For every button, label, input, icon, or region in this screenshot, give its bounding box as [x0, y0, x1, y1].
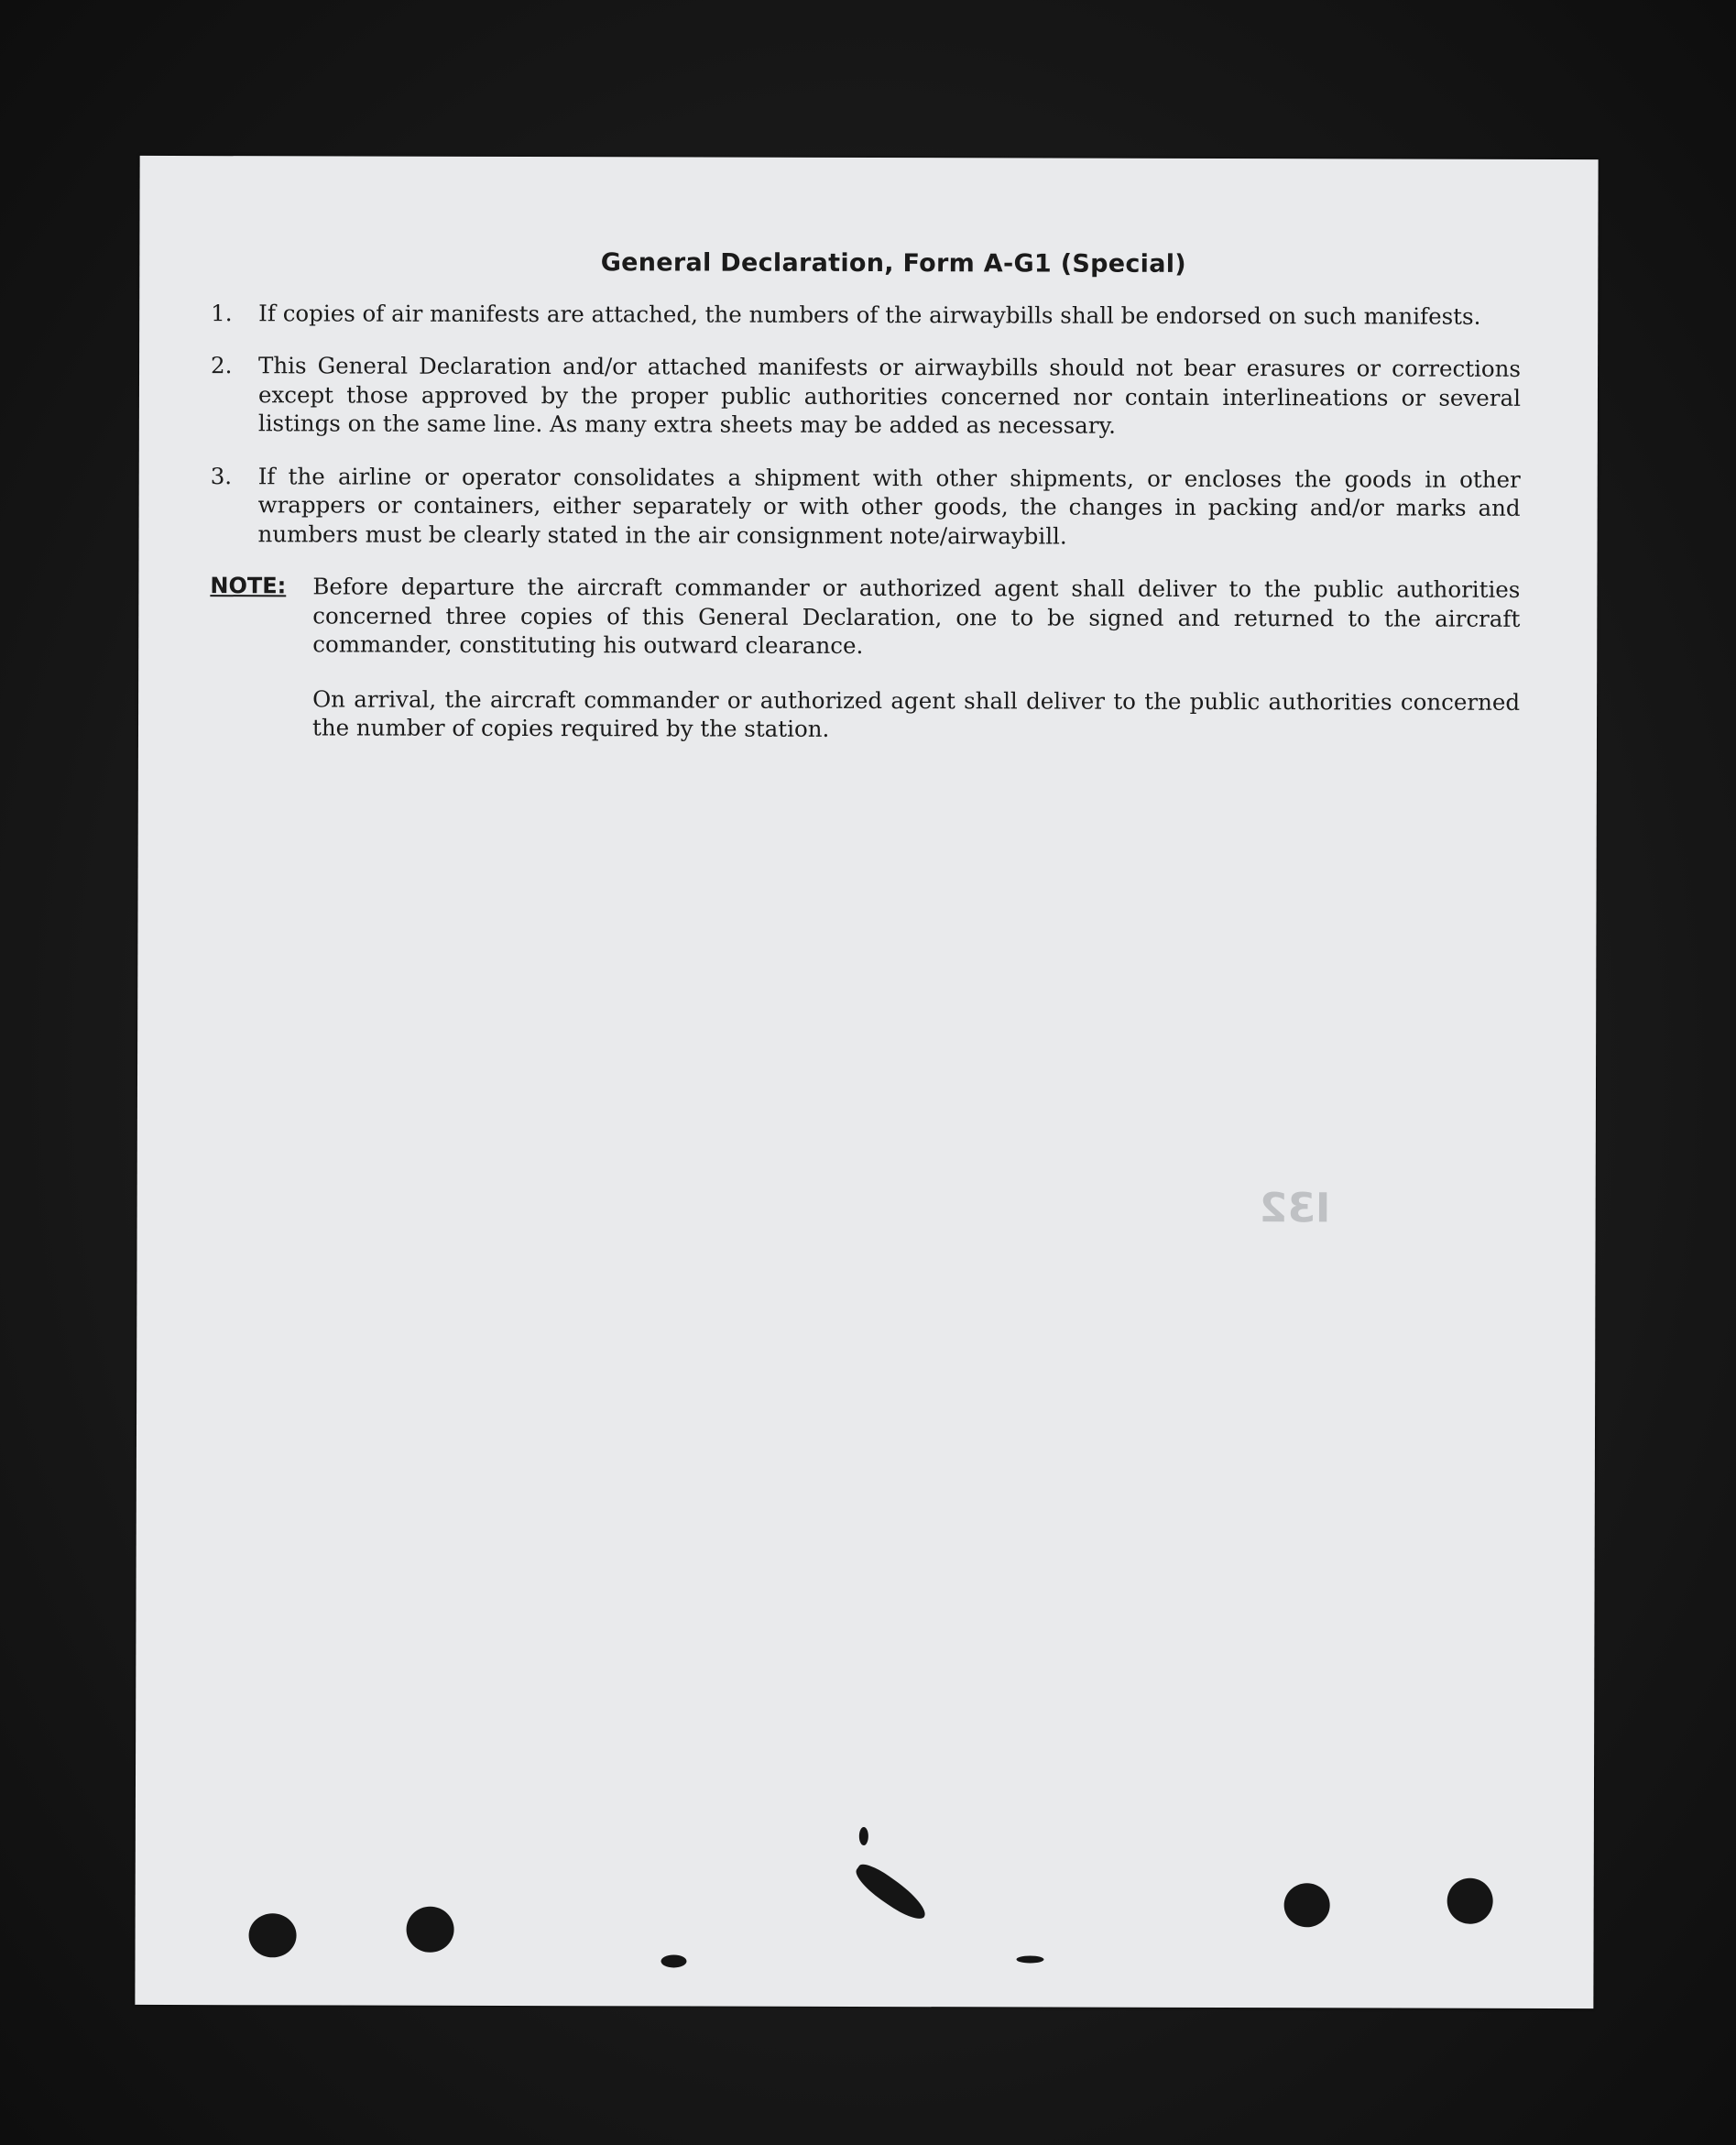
- document-title: General Declaration, Form A-G1 (Special): [600, 248, 1186, 279]
- item-number: 1.: [211, 299, 233, 326]
- punch-hole: [1447, 1878, 1493, 1924]
- list-item: [211, 351, 1521, 441]
- item-text: If the airline or operator consolidates a shipment with other shipments, or encloses the goods in other wrappers or containers, either separately or with other goods, the changes in packing and/or marks and numbers must be clearly stated in the air consignment note/airwaybill.: [257, 462, 1521, 550]
- document-page: [135, 156, 1598, 2008]
- list-item: [211, 299, 1521, 331]
- item-text: If copies of air manifests are attached, the numbers of the airwaybills shall be endorsed on such manifests.: [258, 299, 1481, 330]
- note-section: [210, 572, 1521, 771]
- ink-blot: [859, 1827, 868, 1845]
- document-content: [210, 247, 1521, 771]
- punch-hole: [407, 1907, 454, 1953]
- item-text: This General Declaration and/or attached manifests or airwaybills should not bear erasures or corrections except those approved by the proper public authorities concerned nor contain interlineations or several listings on the same line. As many extra sheets may be added as necessary.: [257, 352, 1522, 439]
- note-paragraph: On arrival, the aircraft commander or authorized agent shall deliver to the public authorities concerned the number of copies required by the station.: [311, 684, 1521, 742]
- punch-hole: [248, 1913, 296, 1957]
- item-number: 2.: [211, 352, 233, 379]
- ink-blot: [1016, 1955, 1043, 1963]
- note-label: NOTE:: [210, 573, 287, 599]
- punch-hole: [1284, 1883, 1330, 1927]
- note-paragraph: Before departure the aircraft commander or authorized agent shall deliver to the public authorities concerned three copies of this General Declaration, one to be signed and returned to the aircraft commander, constituting his outward clearance.: [312, 573, 1521, 659]
- ink-blot: [850, 1859, 932, 1926]
- item-number: 3.: [210, 462, 233, 489]
- list-item: [211, 462, 1521, 552]
- ink-blot: [661, 1954, 686, 1967]
- bleed-through-mark: I32: [1259, 1185, 1331, 1232]
- note-body: [312, 572, 1521, 771]
